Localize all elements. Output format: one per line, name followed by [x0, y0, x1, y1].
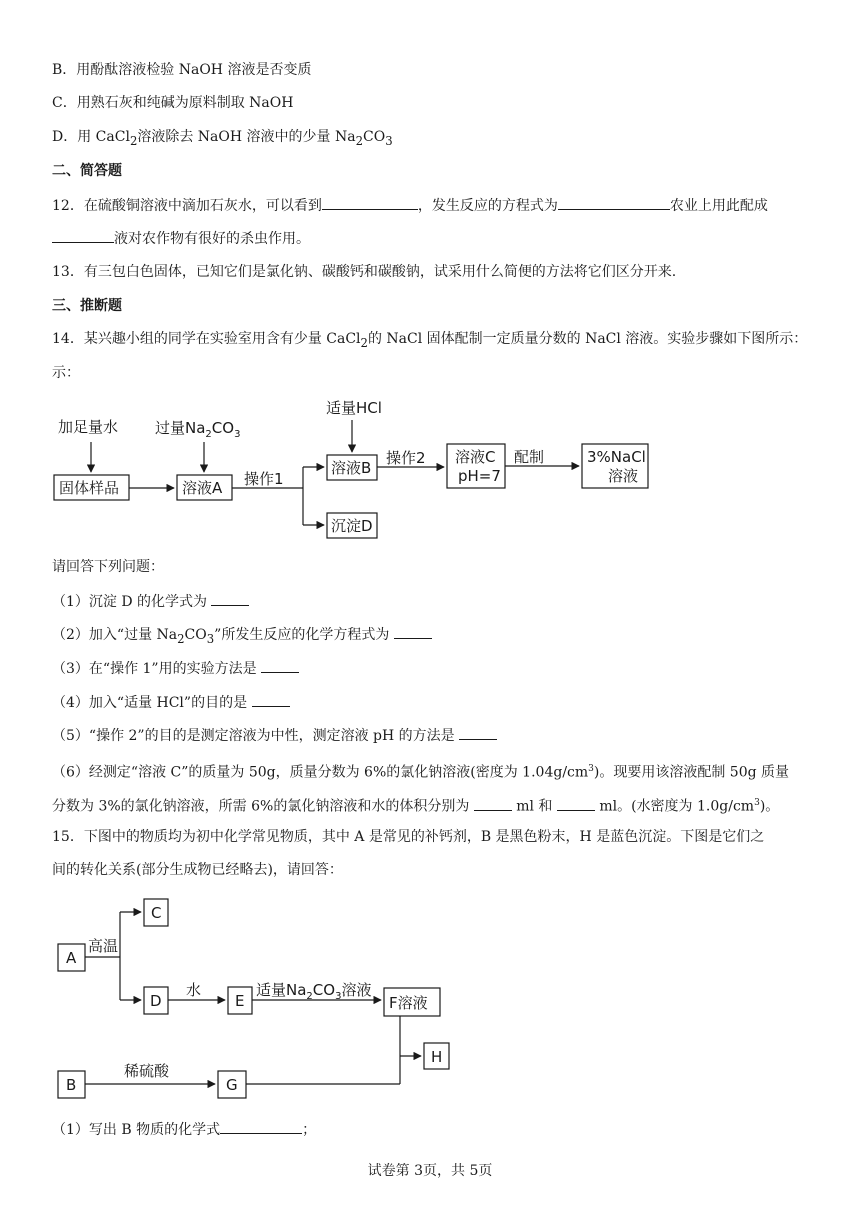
question-12-line-1: [52, 195, 768, 216]
question-text: ml。(水密度为 1.0g/cm: [594, 798, 755, 815]
question-text: （5）“操作 2”的目的是测定溶液为中性，测定溶液 pH 的方法是: [52, 728, 460, 744]
label-solid-sample: 固体样品: [59, 479, 120, 497]
question-14-intro-line-2: 示：: [52, 365, 80, 381]
answer-blank[interactable]: [220, 1119, 302, 1134]
label-d: D: [150, 992, 162, 1010]
question-15-1: [52, 1119, 316, 1140]
question-14-text-a: 14．某兴趣小组的同学在实验室用含有少量 CaCl: [52, 331, 361, 347]
box-solid-sample: [54, 475, 129, 500]
answer-blank[interactable]: [558, 195, 670, 210]
question-14-1: [52, 591, 249, 612]
question-text: （6）经测定“溶液 C”的质量为 50g，质量分数为 6%的氯化钠溶液(密度为 1.04g/cm: [52, 764, 589, 781]
box-solution-a: [177, 475, 232, 500]
label-text: 溶液: [341, 981, 372, 999]
subscript: 2: [360, 335, 368, 350]
answer-blank[interactable]: [52, 228, 114, 243]
subscript: 2: [129, 133, 138, 148]
label-na2co3-solution: [256, 981, 371, 1002]
subscript: 3: [206, 631, 215, 646]
label-solution-b: 溶液B: [331, 459, 372, 477]
question-15-line-1: 15．下图中的物质均为初中化学常见物质，其中 A 是常见的补钙剂，B 是黑色粉末，H 是蓝色沉淀。下图是它们之: [52, 829, 765, 845]
subscript: 2: [355, 133, 364, 148]
question-12-line-2: [52, 228, 310, 249]
question-13: 13．有三包白色固体，已知它们是氯化钠、碳酸钙和碳酸钠，试采用什么简便的方法将它们区分开来.: [52, 264, 677, 280]
question-text: 分数为 3%的氯化钠溶液，所需 6%的氯化钠溶液和水的体积分别为: [52, 798, 474, 815]
label-f: F溶液: [389, 994, 428, 1012]
question-14-text-b: 的 NaCl 固体配制一定质量分数的 NaCl 溶液。实验步骤如下图所示：: [367, 331, 808, 347]
question-text: ml 和: [511, 798, 557, 815]
label-prepare: 配制: [514, 448, 545, 466]
answer-blank[interactable]: [252, 692, 290, 707]
answer-blank[interactable]: [322, 195, 418, 210]
question-12-text-c: 农业上用此配成: [669, 198, 768, 214]
superscript: 3: [754, 798, 760, 808]
box-b: [58, 1071, 85, 1098]
label-b: B: [66, 1076, 77, 1094]
answer-blank[interactable]: [261, 658, 299, 673]
option-c: C．用熟石灰和纯碱为原料制取 NaOH: [52, 95, 294, 111]
label-proper-hcl: 适量HCl: [326, 399, 382, 417]
question-text: CO: [184, 627, 207, 643]
box-g: [218, 1071, 246, 1098]
question-14-6-line-2: [52, 793, 779, 817]
box-a: [58, 944, 85, 971]
label-nacl: 3%NaCl: [587, 448, 646, 466]
label-text: 适量Na: [256, 981, 307, 999]
superscript: 3: [588, 764, 594, 774]
question-14-2: [52, 624, 432, 649]
question-text: （2）加入“过量 Na: [52, 627, 178, 643]
label-solution-c: 溶液C: [455, 448, 496, 466]
label-h: H: [431, 1048, 443, 1066]
option-d-text-3: CO: [363, 129, 386, 145]
answer-blank[interactable]: [211, 591, 249, 606]
label-solution-a: 溶液A: [182, 479, 223, 497]
question-12-text-d: 液对农作物有很好的杀虫作用。: [114, 231, 310, 247]
subscript: 2: [306, 991, 313, 1002]
label-precipitate-d: 沉淀D: [331, 517, 373, 535]
subscript: 3: [385, 133, 393, 148]
box-f: [384, 988, 440, 1016]
question-text: )。现要用该溶液配制 50g 质量: [593, 764, 790, 781]
box-h: [424, 1043, 449, 1069]
question-12-text-a: 12．在硫酸铜溶液中滴加石灰水，可以看到: [52, 198, 322, 214]
section-heading-inference: 三、推断题: [52, 298, 122, 314]
option-d-text-1: D．用 CaCl: [52, 129, 130, 145]
question-text: ”所发生反应的化学方程式为: [214, 627, 394, 643]
label-e: E: [235, 992, 245, 1010]
label-g: G: [226, 1076, 238, 1094]
question-14-6-line-1: [52, 759, 789, 783]
subscript: 3: [335, 991, 342, 1002]
label-op2: 操作2: [386, 449, 426, 467]
question-text: （3）在“操作 1”用的实验方法是: [52, 661, 262, 677]
label-dilute-h2so4: 稀硫酸: [124, 1062, 170, 1080]
label-water: 水: [186, 981, 202, 999]
section-heading-short-answer: 二、简答题: [52, 163, 122, 179]
label-c: C: [151, 904, 162, 922]
option-d: [52, 127, 393, 151]
label-text: CO: [211, 419, 235, 437]
page-footer: 试卷第 3页，共 5页: [367, 1163, 493, 1179]
subscript: 3: [234, 429, 241, 440]
option-b: B．用酚酞溶液检验 NaOH 溶液是否变质: [52, 62, 312, 78]
box-solution-c: [447, 444, 505, 488]
subscript: 2: [205, 429, 212, 440]
question-14-4: [52, 692, 290, 713]
label-op1: 操作1: [244, 470, 284, 488]
option-d-text-2: 溶液除去 NaOH 溶液中的少量 Na: [137, 129, 356, 145]
question-text: ；: [302, 1122, 317, 1138]
label-ph: pH=7: [458, 467, 501, 485]
question-14-intro: [52, 329, 807, 353]
question-text: （1）写出 B 物质的化学式: [52, 1122, 221, 1138]
question-text: （1）沉淀 D 的化学式为: [52, 594, 212, 610]
question-text: )。: [759, 798, 780, 815]
box-e: [228, 987, 252, 1014]
answer-blank[interactable]: [474, 796, 512, 811]
label-high-temp: 高温: [88, 937, 119, 955]
subscript: 2: [177, 631, 185, 646]
answer-blank[interactable]: [459, 725, 497, 740]
label-excess-na2co3: [155, 419, 240, 440]
box-solution-b: [327, 455, 377, 480]
question-14-prompt: 请回答下列问题：: [52, 559, 164, 575]
box-precipitate-d: [327, 513, 377, 538]
question-15-line-2: 间的转化关系(部分生成物已经略去)，请回答：: [52, 862, 343, 878]
question-14-5: [52, 725, 497, 746]
label-text: CO: [312, 981, 336, 999]
box-d: [144, 987, 168, 1014]
question-14-3: [52, 658, 299, 679]
answer-blank[interactable]: [394, 624, 432, 639]
label-add-water: 加足量水: [58, 418, 119, 436]
label-text: 过量Na: [155, 419, 206, 437]
label-a: A: [66, 949, 77, 967]
question-text: （4）加入“适量 HCl”的目的是: [52, 695, 252, 711]
box-nacl-solution: [582, 444, 648, 488]
question-12-text-b: ，发生反应的方程式为: [417, 198, 558, 214]
label-nacl-solution: 溶液: [608, 467, 639, 485]
box-c: [144, 899, 168, 926]
answer-blank[interactable]: [557, 796, 595, 811]
